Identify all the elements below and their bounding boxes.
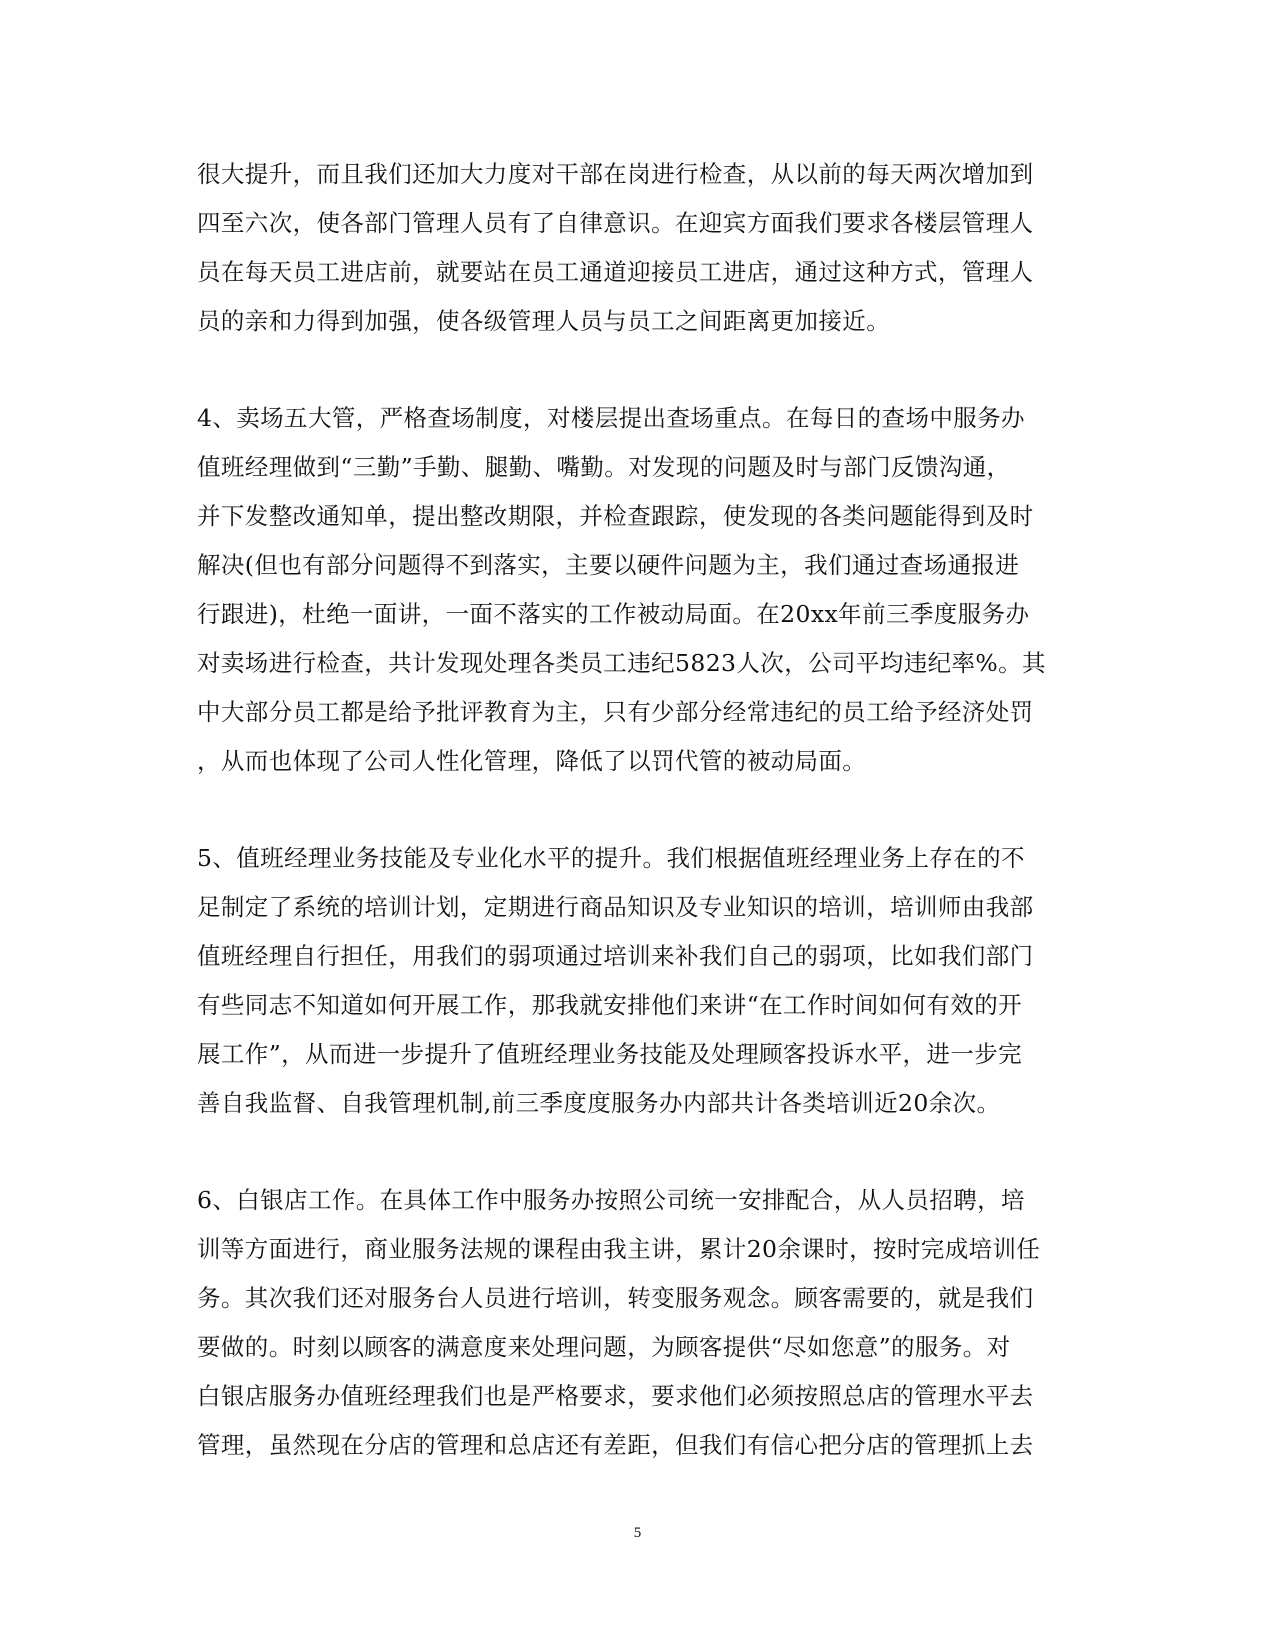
document-body bbox=[197, 150, 1077, 1470]
text-line: 5、值班经理业务技能及专业化水平的提升。我们根据值班经理业务上存在的不 bbox=[197, 844, 1025, 872]
text-line: 善自我监督、自我管理机制,前三季度度服务办内部共计各类培训近20余次。 bbox=[197, 1089, 1001, 1117]
text-line: 要做的。时刻以顾客的满意度来处理问题，为顾客提供“尽如您意”的服务。对 bbox=[197, 1333, 1011, 1361]
text-line: 管理，虽然现在分店的管理和总店还有差距，但我们有信心把分店的管理抓上去 bbox=[197, 1431, 1034, 1459]
text-line: ，从而也体现了公司人性化管理，降低了以罚代管的被动局面。 bbox=[197, 747, 867, 775]
text-line: 有些同志不知道如何开展工作，那我就安排他们来讲“在工作时间如何有效的开 bbox=[197, 991, 1023, 1019]
paragraph-spacer bbox=[197, 1128, 1077, 1176]
text-line: 6、白银店工作。在具体工作中服务办按照公司统一安排配合，从人员招聘，培 bbox=[197, 1186, 1025, 1214]
text-line: 行跟进)，杜绝一面讲，一面不落实的工作被动局面。在20xx年前三季度服务办 bbox=[197, 600, 1030, 628]
text-line: 训等方面进行，商业服务法规的课程由我主讲，累计20余课时，按时完成培训任 bbox=[197, 1235, 1041, 1263]
paragraph-1 bbox=[197, 150, 1077, 346]
text-line: 四至六次，使各部门管理人员有了自律意识。在迎宾方面我们要求各楼层管理人 bbox=[197, 209, 1034, 237]
text-line: 解决(但也有部分问题得不到落实，主要以硬件问题为主，我们通过查场通报进 bbox=[197, 551, 1020, 579]
text-line: 值班经理做到“三勤”手勤、腿勤、嘴勤。对发现的问题及时与部门反馈沟通， bbox=[197, 453, 1011, 481]
text-line: 4、卖场五大管，严格查场制度，对楼层提出查场重点。在每日的查场中服务办 bbox=[197, 404, 1025, 432]
paragraph-spacer bbox=[197, 786, 1077, 834]
paragraph-4 bbox=[197, 1176, 1077, 1470]
text-line: 并下发整改通知单，提出整改期限，并检查跟踪，使发现的各类问题能得到及时 bbox=[197, 502, 1034, 530]
page-number: 5 bbox=[633, 1525, 642, 1541]
text-line: 员的亲和力得到加强，使各级管理人员与员工之间距离更加接近。 bbox=[197, 307, 891, 335]
paragraph-2 bbox=[197, 394, 1077, 786]
paragraph-3 bbox=[197, 834, 1077, 1128]
text-line: 展工作”，从而进一步提升了值班经理业务技能及处理顾客投诉水平，进一步完 bbox=[197, 1040, 1023, 1068]
text-line: 对卖场进行检查，共计发现处理各类员工违纪5823人次，公司平均违纪率%。其 bbox=[197, 649, 1046, 677]
text-line: 白银店服务办值班经理我们也是严格要求，要求他们必须按照总店的管理水平去 bbox=[197, 1382, 1034, 1410]
paragraph-spacer bbox=[197, 346, 1077, 394]
text-line: 中大部分员工都是给予批评教育为主，只有少部分经常违纪的员工给予经济处罚 bbox=[197, 698, 1034, 726]
text-line: 值班经理自行担任，用我们的弱项通过培训来补我们自己的弱项，比如我们部门 bbox=[197, 942, 1034, 970]
text-line: 很大提升，而且我们还加大力度对干部在岗进行检查，从以前的每天两次增加到 bbox=[197, 160, 1034, 188]
text-line: 务。其次我们还对服务台人员进行培训，转变服务观念。顾客需要的，就是我们 bbox=[197, 1284, 1034, 1312]
text-line: 员在每天员工进店前，就要站在员工通道迎接员工进店，通过这种方式，管理人 bbox=[197, 258, 1034, 286]
text-line: 足制定了系统的培训计划，定期进行商品知识及专业知识的培训，培训师由我部 bbox=[197, 893, 1034, 921]
